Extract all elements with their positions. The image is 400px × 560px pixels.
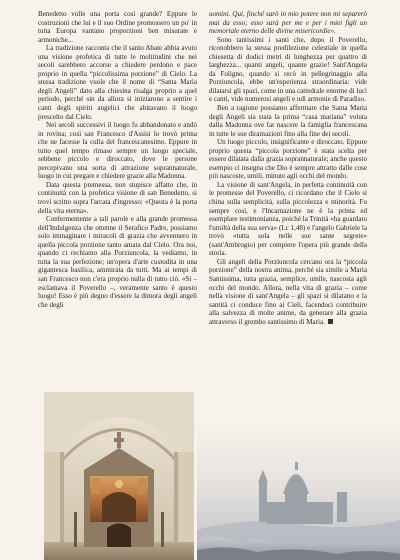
left-text-column — [38, 10, 197, 309]
paragraph: Confermemente a tali parole e alla grande promessa dell'Indulgenza che ottenne il Serafico Padre, possiamo solo immaginare i miracoli di grazia che avvennero in quella piccola porzione tanto amata dal Cielo. Ora noi, quando ci rechiamo alla Porziuncola, la vediamo, in tutta la sua perfezione; un'opera d'arte custodita in una gigantesca basilica, ammirata da tutti. Ma ai tempi di san Francesco non c'era proprio nulla di tutto ciò. «Si – esclamava il Poverello –, veramente santo è questo luogo! Esso è più degno d'essere la dimora degli angeli che degli — [38, 215, 197, 309]
paragraph-quote-continuation: uomini. Qui, finché sarò in mio potere non mi separerò mai da esso; esso sarà per me e per i miei figli un memoriale eterno delle divine misericordie». — [209, 10, 367, 36]
paragraph: Benedetto volle una porta così grande? Eppure le costruzioni che lui e il suo Ordine promossero un po' in tutta Europa vantano proporzioni ben misurate e armoniche... — [38, 10, 197, 44]
landscape-illustration — [197, 420, 400, 560]
end-of-article-mark — [328, 319, 333, 324]
paragraph: La visione di sant'Angela, in perfetta continuità con le promesse del Poverello, ci ricordano che il Cielo si china sulla semplicità, sulla piccolezza e minorità. Fu sempre così, e l'Incarnazione ne è la prima ed esemplare testimonianza, poiché la Trinità «ha guardato l'umiltà della sua serva» (Lc 1,48) e l'angelo Gabriele la trovò «tutta sola nelle sue sante segrete» (sant'Ambrogio) per compiere l'opera più grande della storia. — [209, 180, 367, 258]
paragraph-final — [209, 258, 367, 326]
paragraph-final-text: Gli angeli della Porziuncola cercano ora la “piccola porzione” della nostra anima, perché sia simile a Maria Santissima, tutta grazia, semplice, umile, nascosta agli occhi del mondo. Allora, nella vita di grazia – come nella visione di sant'Angela – gli spazi si dilatano e la santità ci conduce fino ai Cieli, facendoci contribuire alla salvezza di molte anime, da generare alla grazia attraverso il grembo santissimo di Maria. — [209, 257, 367, 326]
paragraph: Sono tantissimi i santi che, dopo il Poverello, riconobbero la stessa predilezione celestiale in quella chiesetta di dodici metri di lunghezza per quattro di larghezza... quanti angeli, quante grazie! Sant'Angela da Foligno, quando si recò in pellegrinaggio alla Porziuncola, ebbe un'esperienza straordinaria: vide dilatarsi gli spazi, come in una cattedrale enorme di luci e canti, vide numerosi angeli e udì armonie di Paradiso. — [209, 35, 367, 104]
paragraph: Un luogo piccolo, insignificante e diroccato. Eppure proprio questa “piccola porzione” è stata scelta per essere dilatata dalla grazia soprannaturale; anche questo esempio ci insegna che Dio è sempre attratto dalle cose più nascoste, umili, minute agli occhi del mondo. — [209, 138, 367, 181]
right-text-column — [209, 10, 367, 326]
basilica-landscape-photo — [197, 420, 400, 560]
paragraph: Data questa premessa, non stupisce affatto che, in continuità con la profetica visione di san Benedetto, si trovi scritto sopra l'arcata d'ingresso: «Questa è la porta della vita eterna». — [38, 180, 197, 215]
paragraph: Nei secoli successivi il luogo fu abbandonato e andò in rovina; così san Francesco d'Assisi lo trovò prima che ne facesse la culla del francescanesimo. Eppure in tutto quel tempo rimase sempre un luogo speciale, sebbene piccolo e diroccato, dove le persone percepivano una sorta di attrazione soprannaturale, luogo in cui pregare e chiedere grazie alla Madonna. — [38, 121, 197, 181]
porziuncola-chapel-photo — [44, 392, 194, 560]
paragraph: Ben a ragione possiamo affermare che Santa Maria degli Angeli sia stata la prima “casa mariana” voluta dalla Madonna ove far nascere la famiglia francescana in tutte le sue diramazioni fino alla fine dei secoli. — [209, 104, 367, 138]
paragraph: La tradizione racconta che il santo Abate abbia avuto una visione profetica di tutte le moltitudini che nei secoli sarebbero accorse a chiedere perdono e pace proprio in quella “piccolissima porzione” di Cielo. La stessa tradizione vuole che il nome di “Santa Maria degli Angeli” dato alla chiesina risalga proprio a quel periodo, perché sin da allora si iniziarono a sentire i canti degli spiriti angelici che abitavano il luogo prescelto dal Cielo. — [38, 44, 197, 121]
chapel-illustration — [44, 392, 194, 560]
